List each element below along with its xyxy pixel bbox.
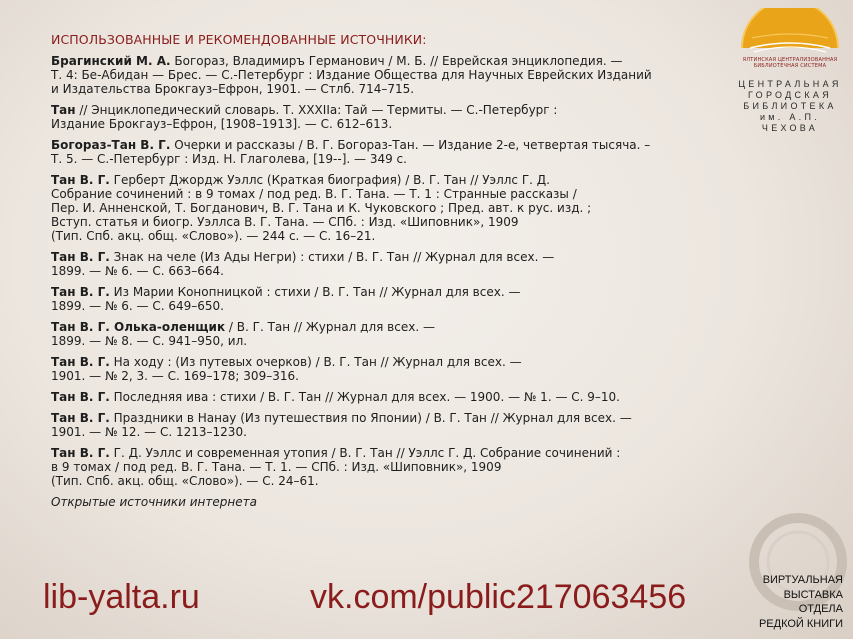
entry-text: Герберт Джордж Уэллс (Краткая биография) / В. Г. Тан // Уэллс Г. Д. Собрание сочинений : в 9 томах / под ред. В. Г. Тана. — Т. 1 : Странные рассказы / Пер. И. Анненской, Т. Богданович, В. Г. Тана и К. Чуковского ; Пред. авт. к рус. изд. ; Вступ. статья и биогр. Уэллса В. Г. Тана. — СПб. : Изд. «Шиповник», 1909 (Тип. Спб. акц. общ. «Слово»). — 244 с. — С. 16–21.: [51, 173, 592, 243]
website-link[interactable]: lib-yalta.ru: [43, 578, 200, 616]
entry-author: Тан В. Г.: [51, 285, 110, 299]
entry-text: Очерки и рассказы / В. Г. Богораз-Тан. — Издание 2-е, четвертая тысяча. – Т. 5. — С.-Петербург : Изд. Н. Глаголева, [19--]. — 349 с.: [51, 138, 651, 166]
library-logo: [734, 8, 846, 132]
source-entry: [51, 390, 721, 404]
entry-author: Тан В. Г.: [51, 355, 110, 369]
entry-author: Тан В. Г.: [51, 173, 110, 187]
library-name: [734, 79, 846, 134]
library-name-line: ЦЕНТРАЛЬНАЯ: [738, 79, 842, 89]
library-name-line: ГОРОДСКАЯ: [747, 90, 833, 100]
source-entry: [51, 54, 721, 96]
entry-text: Г. Д. Уэллс и современная утопия / В. Г. Тан // Уэллс Г. Д. Собрание сочинений : в 9 томах / под ред. В. Г. Тана. — Т. 1. — СПб. : Изд. «Шиповник», 1909 (Тип. Спб. акц. общ. «Слово»). — С. 24–61.: [51, 446, 621, 488]
source-entry: [51, 320, 721, 348]
entry-author: Богораз-Тан В. Г.: [51, 138, 171, 152]
source-entry: [51, 411, 721, 439]
library-name-line: им. А.П. ЧЕХОВА: [759, 112, 821, 133]
logo-subtitle: ЯЛТИНСКАЯ ЦЕНТРАЛИЗОВАННАЯ БИБЛИОТЕЧНАЯ СИСТЕМА: [742, 57, 838, 69]
source-entry: [51, 285, 721, 313]
library-name-line: БИБЛИОТЕКА: [743, 101, 837, 111]
entry-text: На ходу : (Из путевых очерков) / В. Г. Тан // Журнал для всех. — 1901. — № 2, 3. — С. 169–178; 309–316.: [51, 355, 522, 383]
entry-author: Брагинский М. А.: [51, 54, 171, 68]
entry-author: Тан В. Г.: [51, 411, 110, 425]
virtual-exhibition-label: [759, 573, 843, 631]
entry-author: Тан В. Г.: [51, 446, 110, 460]
entry-author: Тан: [51, 103, 76, 117]
vk-link[interactable]: vk.com/public217063456: [310, 578, 687, 616]
sources-heading: ИСПОЛЬЗОВАННЫЕ И РЕКОМЕНДОВАННЫЕ ИСТОЧНИКИ:: [51, 32, 427, 47]
entry-text: Из Марии Конопницкой : стихи / В. Г. Тан // Журнал для всех. — 1899. — № 6. — С. 649–650.: [51, 285, 521, 313]
entry-author: Тан В. Г.: [51, 250, 110, 264]
sources-list: [51, 54, 721, 509]
entry-text: Последняя ива : стихи / В. Г. Тан // Журнал для всех. — 1900. — № 1. — С. 9–10.: [109, 390, 620, 404]
entry-text: Богораз, Владимиръ Германович / М. Б. // Еврейская энциклопедия. — Т. 4: Бе-Абидан — Брес. — С.-Петербург : Издание Общества для Научных Еврейских Изданий и Издательства Брокгауз–Ефрон, 1901. — Стлб. 714–715.: [51, 54, 652, 96]
internet-sources-note: Открытые источники интернета: [51, 495, 257, 509]
entry-author: Тан В. Г.: [51, 390, 110, 404]
exhibition-line: ВИРТУАЛЬНАЯ: [762, 574, 843, 586]
entry-text: / В. Г. Тан // Журнал для всех. — 1899. — № 8. — С. 941–950, ил.: [51, 320, 435, 348]
sun-book-icon: [734, 8, 846, 56]
source-entry: [51, 138, 721, 166]
source-entry: [51, 446, 721, 488]
entry-text: // Энциклопедический словарь. Т. XXXIIa: Тай — Термиты. — С.-Петербург : Издание Брокгауз–Ефрон, [1908–1913]. — С. 612–613.: [51, 103, 558, 131]
source-entry: [51, 355, 721, 383]
entry-text: Праздники в Нанау (Из путешествия по Японии) / В. Г. Тан // Журнал для всех. — 1901. — № 12. — С. 1213–1230.: [51, 411, 632, 439]
entry-author: Тан В. Г. Олька-оленщик: [51, 320, 226, 334]
exhibition-line: ОТДЕЛА: [798, 603, 843, 615]
source-entry: [51, 250, 721, 278]
source-entry: [51, 103, 721, 131]
exhibition-line: РЕДКОЙ КНИГИ: [758, 617, 843, 630]
entry-text: Знак на челе (Из Ады Негри) : стихи / В. Г. Тан // Журнал для всех. — 1899. — № 6. — С. 663–664.: [51, 250, 555, 278]
source-entry: [51, 173, 721, 243]
exhibition-line: ВЫСТАВКА: [783, 588, 843, 601]
